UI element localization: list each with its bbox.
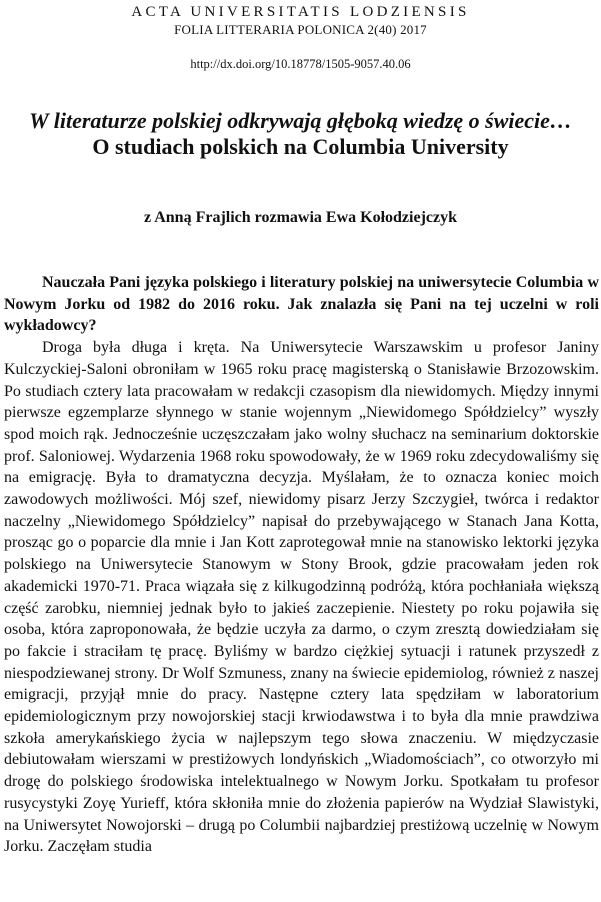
interview-answer: Droga była długa i kręta. Na Uniwersytecie Warszawskim u profesor Janiny Kulczyckiej-Saloni obroniłam w 1965 roku pracę magisterską o Stanisławie Brzozowskim. Po studiach cztery lata pracowałam w redakcji czasopism dla niewidomych. Między innymi pierwsze egzemplarze słynnego w stanie wojennym „Niewidomego Spółdzielcy” wyszły spod moich rąk. Jednocześnie uczęszczałam jako wolny słuchacz na seminarium doktorskie prof. Saloniowej. Wydarzenia 1968 roku spowodowały, że w 1969 roku zdecydowaliśmy się na emigrację. Była to dramatyczna decyzja. Myślałam, że to oznacza koniec moich zawodowych możliwości. Mój szef, niewidomy pisarz Jerzy Szczygieł, twórca i redaktor naczelny „Niewidomego Spółdzielcy” napisał do przebywającego w Stanach Jana Kotta, prosząc go o poparcie dla mnie i Jan Kott zaprotegował mnie na stanowisko lektorki języka polskiego na Uniwersytecie Stanowym w Stony Brook, gdzie pracowałam jeden rok akademicki 1970-71. Praca wiązała się z kilkugodzinną podróżą, która pochłaniała większą część zarobku, niemniej jednak było to jakieś zaczepienie. Niestety po roku pojawiła się osoba, która zaproponowała, że będzie uczyła za darmo, o czym zresztą dowiedziałam się po fakcie i straciłam tę pracę. Byliśmy w bardzo ciężkiej sytuacji i ratunek przyszedł z niespodziewanej strony. Dr Wolf Szmuness, znany na świecie epidemiolog, również z naszej emigracji, przyjął mnie do pracy. Następne cztery lata spędziłam w laboratorium epidemiologicznym przy nowojorskiej stacji krwiodawstwa i to była dla mnie prawdziwa szkoła amerykańskiego życia w najlepszym tego słowa znaczeniu. W międzyczasie debiutowałam wierszami w prestiżowych londyńskich „Wiadomościach”, co otworzyło mi drogę do polskiego środowiska intelektualnego w Nowym Jorku. Spotkałam tu profesor rusycystyki Zoyę Yurieff, która skłoniła mnie do złożenia papierów na Wydział Slawistyki, na Uniwersytet Nowojorski – drugą po Columbii najbardziej prestiżową uczelnię w Nowym Jorku. Zaczęłam studia	[4, 339, 599, 856]
interview-question: Nauczała Pani języka polskiego i literatury polskiej na uniwersytecie Columbia w Nowym Jorku od 1982 do 2016 roku. Jak znalazła się Pani na tej uczelni w roli wykładowcy?	[4, 274, 599, 335]
article-title: W literaturze polskiej odkrywają głęboką wiedzę o świecie…	[29, 108, 572, 133]
journal-header	[0, 2, 601, 72]
journal-name: ACTA UNIVERSITATIS LODZIENSIS	[131, 4, 470, 20]
journal-series: FOLIA LITTERARIA POLONICA 2(40) 2017	[174, 22, 427, 37]
article-authors: z Anną Frajlich rozmawia Ewa Kołodziejczyk	[144, 209, 457, 226]
doi-link[interactable]: http://dx.doi.org/10.18778/1505-9057.40.06	[190, 57, 411, 71]
article-subtitle: O studiach polskich na Columbia University	[92, 134, 509, 159]
article-body	[0, 272, 601, 858]
